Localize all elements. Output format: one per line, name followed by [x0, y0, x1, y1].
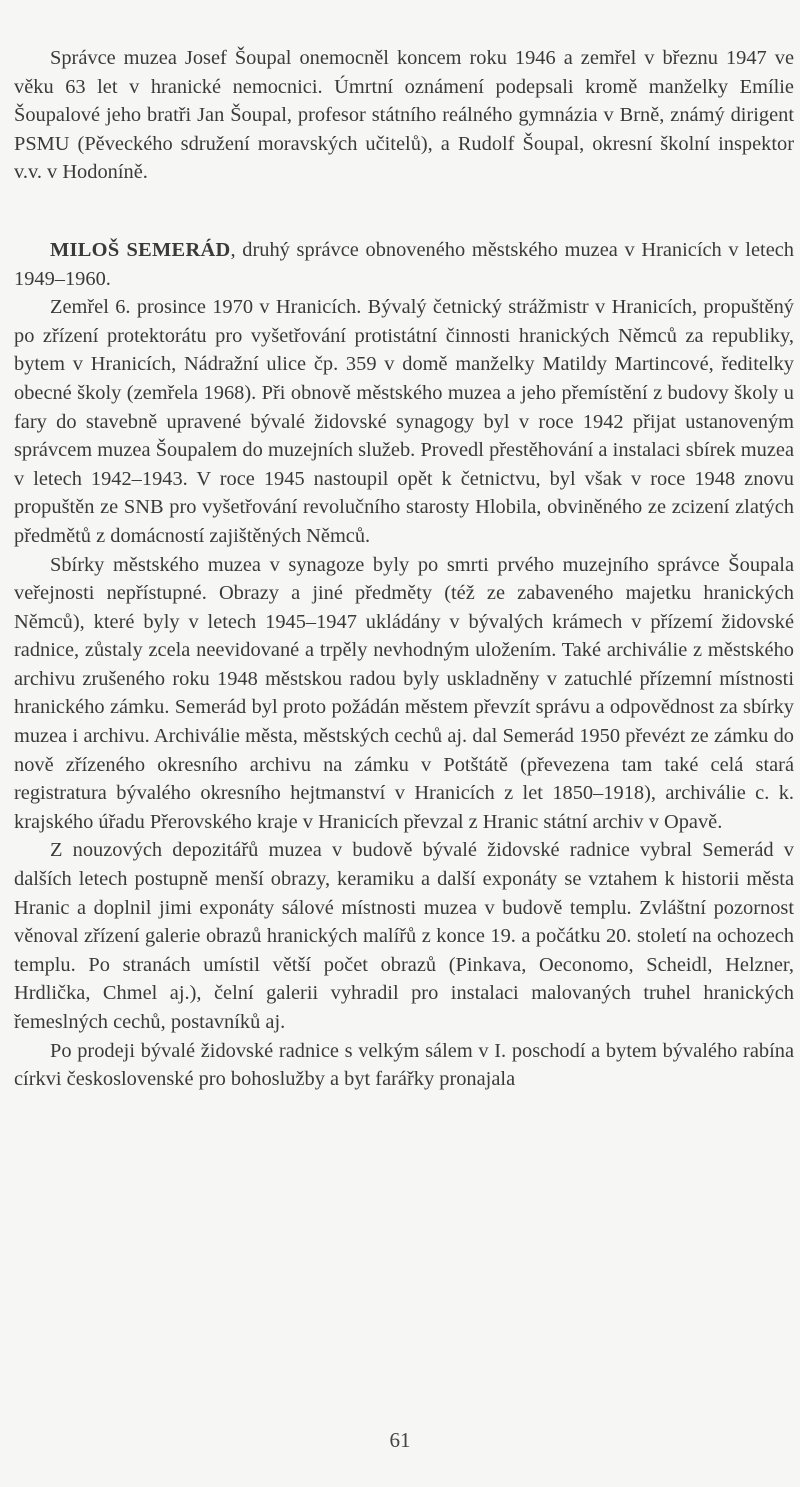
heading-name: MILOŠ SEMERÁD	[50, 238, 231, 261]
paragraph-collections: Sbírky městského muzea v synagoze byly po smrti prvého muzejního správce Šoupala veřejnosti nepřístupné. Obrazy a jiné předměty (též ze zabaveného majetku hranických Němců), které byly v letech 1945–1947 ukládány v bývalých krámech v přízemí židovské radnice, zůstaly zcela neevidované a trpěly nevhodným uložením. Také archiválie z městského archivu zrušeného roku 1948 městskou radou byly uskladněny v zatuchlé přízemní místnosti hranického zámku. Semerád byl proto požádán městem převzít správu a odpovědnost za sbírky muzea i archivu. Archiválie města, městských cechů aj. dal Semerád 1950 převézt ze zámku do nově zřízeného okresního archivu na zámku v Potštátě (převezena tam také celá stará registratura bývalého okresního hejtmanství v Hranicích z let 1850–1918), archiválie c. k. krajského úřadu Přerovského kraje v Hranicích převzal z Hranic státní archiv v Opavě.	[14, 553, 794, 833]
paragraph-semerad-biography: Zemřel 6. prosince 1970 v Hranicích. Bývalý četnický strážmistr v Hranicích, propuštěný po zřízení protektorátu pro vyšetřování protistátní činnosti hranických Němců za republiky, bytem v Hranicích, Nádražní ulice čp. 359 v domě manželky Matildy Martincové, ředitelky obecné školy (zemřela 1968). Při obnově městského muzea a jeho přemístění z budovy školy u fary do stavebně upravené bývalé židovské synagogy byl v roce 1942 přijat ustanoveným správcem muzea Šoupalem do muzejních služeb. Provedl přestěhování a instalaci sbírek muzea v letech 1942–1943. V roce 1945 nastoupil opět k četnictvu, byl však v roce 1948 znovu propuštěn ze SNB pro vyšetřování revolučního starosty Hlobila, obviněného ze zcizení zlatých předmětů z domácností zajištěných Němců.	[14, 296, 794, 547]
section-heading-semerad	[14, 236, 794, 293]
paragraph-town-hall-sale: Po prodeji bývalé židovské radnice s velkým sálem v I. poschodí a bytem bývalého rabína církvi československé pro bohoslužby a byt farářky pronajala	[14, 1039, 794, 1091]
page-number: 61	[389, 1428, 411, 1452]
heading-description: , druhý správce obnoveného městského muzea v Hranicích v letech 1949–1960.	[14, 238, 794, 290]
paragraph-soupal-death: Správce muzea Josef Šoupal onemocněl koncem roku 1946 a zemřel v březnu 1947 ve věku 63 let v hranické nemocnici. Úmrtní oznámení podepsali kromě manželky Emílie Šoupalové jeho bratři Jan Šoupal, profesor státního reálného gymnázia v Brně, známý dirigent PSMU (Pěveckého sdružení moravských učitelů), a Rudolf Šoupal, okresní školní inspektor v.v. v Hodoníně.	[14, 47, 794, 184]
paragraph-depositories: Z nouzových depozitářů muzea v budově bývalé židovské radnice vybral Semerád v dalších letech postupně menší obrazy, keramiku a další exponáty se vztahem k historii města Hranic a doplnil jimi exponáty sálové místnosti muzea v budově templu. Zvláštní pozornost věnoval zřízení galerie obrazů hranických malířů z konce 19. a počátku 20. století na ochozech templu. Po stranách umístil větší počet obrazů (Pinkava, Oeconomo, Scheidl, Helzner, Hrdlička, Chmel aj.), čelní galerii vyhradil pro instalaci malovaných truhel hranických řemeslných cechů, postavníků aj.	[14, 839, 794, 1033]
document-page	[14, 44, 794, 1094]
